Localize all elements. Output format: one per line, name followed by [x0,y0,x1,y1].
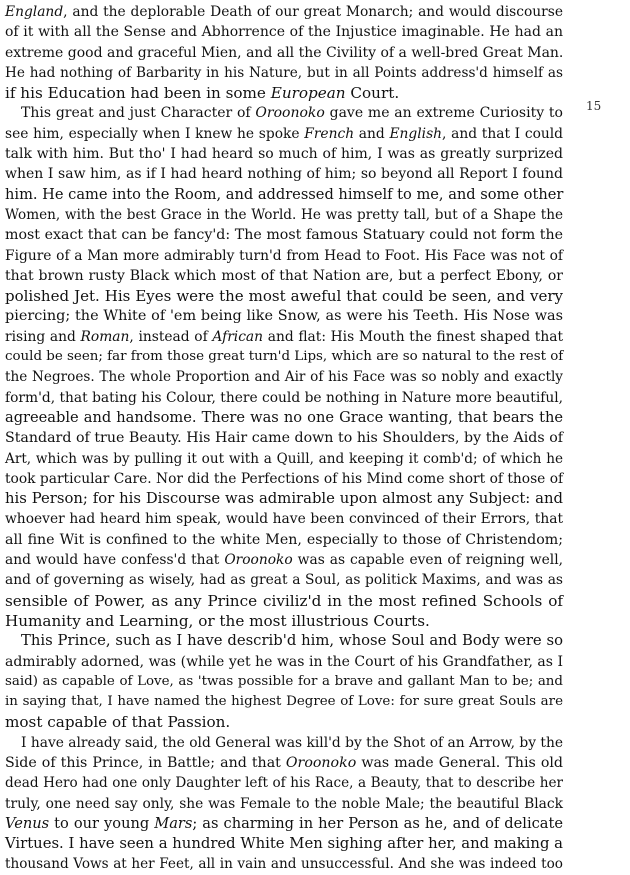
text-line [5,854,563,874]
body-text [5,2,563,875]
text-run: Art, which was by pulling it out with a Quill, and keeping it comb'd; of which he [5,450,563,467]
italic-text: Venus [5,814,50,832]
text-line [5,185,563,205]
italic-text: Roman [80,328,130,345]
text-run: He had nothing of Barbarity in his Nature, but in all Points address'd himself as [5,64,563,81]
text-line [5,712,563,732]
text-run: of it with all the Sense and Abhorrence of the Injustice imaginable. He had an [5,24,563,41]
text-line [5,83,563,103]
text-line [5,327,563,347]
text-line [5,225,563,245]
text-run: said) as capable of Love, as 'twas possible for a brave and gallant Man to be; and [5,673,563,689]
text-run: , and the deplorable Death of our great Monarch; and would discourse [63,4,563,20]
text-line [5,367,563,387]
text-line [5,449,563,469]
text-line [5,43,563,63]
text-run: him. He came into the Room, and addressed himself to me, and some other [5,185,564,203]
text-run: Figure of a Man more admirably turn'd from Head to Foot. His Face was not of [5,247,563,264]
text-line [5,205,563,225]
text-run: rising and [5,328,81,345]
text-line [5,124,563,144]
text-line [5,692,563,712]
text-run: when I saw him, as if I had heard nothing of him; so beyond all Report I found [5,166,563,183]
text-line [5,814,563,834]
text-run: most capable of that Passion. [5,713,231,732]
text-run: in saying that, I have named the highest Degree of Love: for sure great Souls are [5,694,563,710]
text-run: admirably adorned, was (while yet he was in the Court of his Grandfather, as I [5,653,563,670]
italic-text: Oroonoko [255,105,325,122]
text-run: This Prince, such as I have describ'd him, whose Soul and Body were so [21,632,563,650]
text-run: and flat: His Mouth the finest shaped that [263,328,563,345]
text-run: agreeable and handsome. There was no one Grace wanting, that bears the [5,408,563,426]
text-run: and of governing as wisely, had as great a Soul, as politick Maxims, and was as [5,572,563,589]
text-run: the Negroes. The whole Proportion and Air of his Face was so nobly and exactly [5,369,563,386]
italic-text: England [5,4,64,20]
text-line [5,672,563,692]
text-run: all fine Wit is confined to the white Men, especially to those of Christendom; [5,531,563,548]
text-line [5,773,563,793]
italic-text: English [389,125,443,142]
text-line [5,164,563,184]
italic-text: African [212,328,264,345]
text-line [5,753,563,773]
text-run: if his Education had been in some [5,84,271,103]
text-line [5,246,563,266]
text-run: thousand Vows at her Feet, all in vain and unsuccessful. And she was indeed too [5,856,563,873]
text-run: Humanity and Learning, or the most illustrious Courts. [5,611,430,630]
text-run: and would have confess'd that [5,552,225,569]
text-line [5,631,563,651]
text-line [5,266,563,286]
text-run: Standard of true Beauty. His Hair came down to his Shoulders, by the Aids of [5,430,563,447]
text-line [5,550,563,570]
text-line [5,611,563,631]
text-run: ; as charming in her Person as he, and of delicate [192,814,563,832]
text-run: piercing; the White of 'em being like Snow, as were his Teeth. His Nose was [5,308,563,325]
text-run: Court. [345,84,400,103]
text-run: extreme good and graceful Mien, and all the Civility of a well-bred Great Man. [5,44,564,61]
italic-text: Oroonoko [224,552,293,569]
text-line [5,144,563,164]
text-line [5,794,563,814]
text-line [5,306,563,326]
margin-line-number: 15 [586,99,602,113]
italic-text: French [304,125,355,142]
text-line [5,408,563,428]
text-line [5,570,563,590]
text-run: , and that I could [442,125,564,142]
text-line [5,388,563,408]
text-line [5,733,563,753]
text-run: could be seen; far from those great turn'd Lips, which are so natural to the rest of [5,349,564,365]
text-line [5,469,563,489]
text-line [5,652,563,672]
italic-text: Mars [154,814,193,832]
text-line [5,509,563,529]
text-run: that brown rusty Black which most of that Nation are, but a perfect Ebony, or [5,267,563,284]
text-run: Virtues. I have seen a hundred White Men sighing after her, and making a [5,835,563,853]
text-line [5,428,563,448]
text-run: Women, with the best Grace in the World. He was pretty tall, but of a Shape the [5,206,563,223]
text-line [5,63,563,83]
italic-text: Oroonoko [285,754,357,771]
text-run: sensible of Power, as any Prince civiliz'd in the most refined Schools of [5,591,563,610]
text-line [5,286,563,306]
text-run: gave me an extreme Curiosity to [324,105,563,122]
text-run: Side of this Prince, in Battle; and that [5,754,286,771]
text-run: was as capable even of reigning well, [292,552,563,569]
text-line [5,22,563,42]
text-run: whoever had heard him speak, would have been convinced of their Errors, that [5,511,563,528]
text-run: polished Jet. His Eyes were the most aweful that could be seen, and very [5,287,563,306]
text-line [5,834,563,854]
text-run: form'd, that bating his Colour, there could be nothing in Nature more beautiful, [5,389,564,406]
text-line [5,591,563,611]
text-run: This great and just Character of [21,105,256,122]
text-run: to our young [49,814,155,832]
text-line [5,103,563,123]
text-run: I have already said, the old General was kill'd by the Shot of an Arrow, by the [21,734,564,751]
text-run: and [354,125,390,142]
text-run: was made General. This old [356,754,563,771]
text-run: took particular Care. Nor did the Perfections of his Mind come short of those of [5,470,564,487]
text-run: talk with him. But tho' I had heard so much of him, I was as greatly surprized [5,146,563,163]
text-line [5,489,563,509]
text-run: most exact that can be fancy'd: The most famous Statuary could not form the [5,227,563,244]
text-run: his Person; for his Discourse was admirable upon almost any Subject: and [5,490,563,508]
text-run: dead Hero had one only Daughter left of his Race, a Beauty, that to describe her [5,775,563,792]
text-run: , instead of [129,328,213,345]
italic-text: European [270,84,346,103]
text-run: see him, especially when I knew he spoke [5,125,305,142]
text-line [5,2,563,22]
text-line [5,530,563,550]
text-line [5,347,563,367]
text-run: truly, one need say only, she was Female to the noble Male; the beautiful Black [5,795,563,812]
